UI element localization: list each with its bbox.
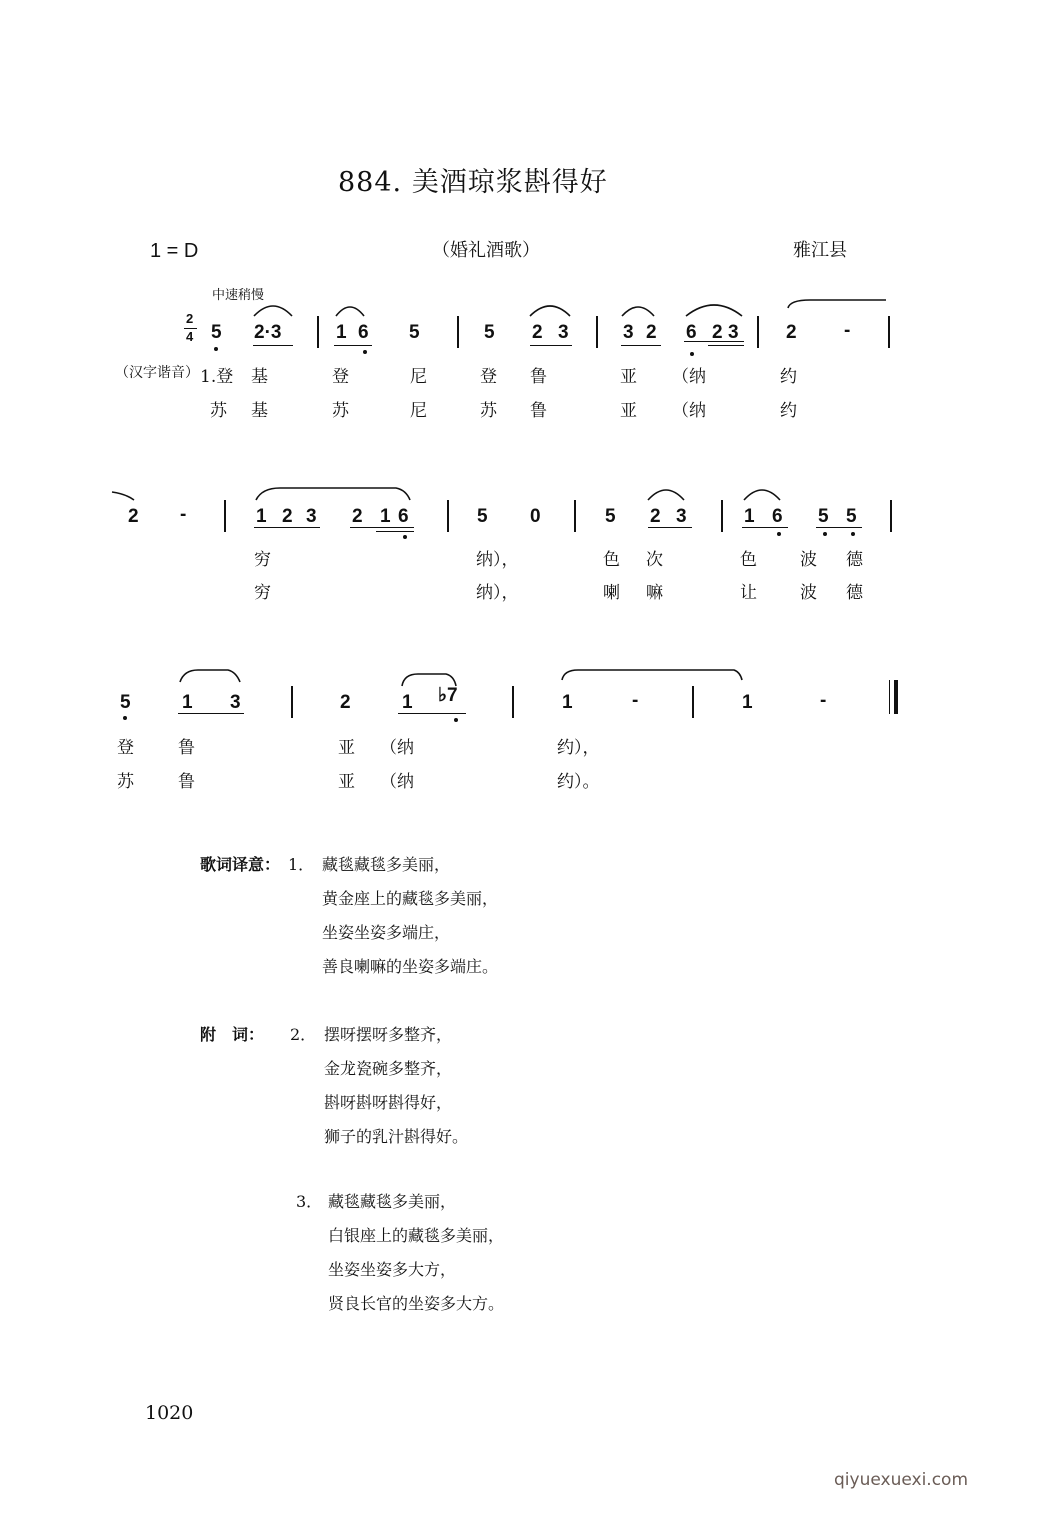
key-signature: 1 = D <box>150 240 199 262</box>
lyric: 登 <box>117 738 134 758</box>
lyric: 波 <box>800 550 817 570</box>
low-octave-dot <box>214 347 218 351</box>
tie-end <box>112 492 134 500</box>
lyric: 鲁 <box>530 367 547 387</box>
barline <box>512 686 514 718</box>
lyric: 亚 <box>620 367 637 387</box>
note: 5 <box>484 322 495 343</box>
lyric: 色 <box>603 550 620 570</box>
underline-beam <box>742 527 788 528</box>
note: 1 <box>380 506 391 527</box>
barline <box>457 316 459 348</box>
song-title: 884. 美酒琼浆斟得好 <box>338 167 608 198</box>
lyric: 喇 <box>603 583 620 603</box>
underline-beam-double <box>708 345 744 346</box>
lyric: 约）。 <box>557 772 600 792</box>
lyric: 鲁 <box>178 738 195 758</box>
note: 6 <box>772 506 783 527</box>
note: 0 <box>530 506 541 527</box>
lyric: 约 <box>780 401 797 421</box>
lyric: （纳 <box>672 367 706 387</box>
lyric: 1.登 <box>200 367 234 387</box>
lyric: 鲁 <box>178 772 195 792</box>
verse-line: 藏毯藏毯多美丽， <box>322 855 451 874</box>
lyric: 尼 <box>410 367 427 387</box>
note: 1 <box>742 692 753 713</box>
verse-line: 善良喇嘛的坐姿多端庄。 <box>322 957 499 976</box>
slur <box>622 307 654 316</box>
lyric: （纳 <box>672 401 706 421</box>
slur <box>530 306 570 316</box>
slur <box>744 490 780 500</box>
tie-start <box>788 300 886 308</box>
time-signature-bottom: 4 <box>186 329 194 344</box>
note: 1 <box>562 692 573 713</box>
verse-line: 摆呀摆呀多整齐， <box>324 1025 453 1044</box>
lyric: 次 <box>646 550 663 570</box>
note: 2 <box>282 506 293 527</box>
low-octave-dot <box>777 532 781 536</box>
verse-line: 狮子的乳汁斟得好。 <box>324 1127 469 1146</box>
verse-line: 黄金座上的藏毯多美丽， <box>322 889 499 908</box>
lyric: 德 <box>846 583 863 603</box>
lyric: 波 <box>800 583 817 603</box>
dash-sustain: - <box>844 320 851 341</box>
time-signature-top: 2 <box>186 311 194 326</box>
lyric: 色 <box>740 550 757 570</box>
barline <box>574 500 576 532</box>
note: 2·3 <box>254 322 282 343</box>
underline-beam <box>334 345 372 346</box>
lyric-label: （汉字谐音） <box>115 365 199 381</box>
song-region: 雅江县 <box>793 240 847 261</box>
note: 5 <box>818 506 829 527</box>
lyric: 苏 <box>332 401 349 421</box>
note: 3 <box>558 322 569 343</box>
note: 2 <box>646 322 657 343</box>
watermark: qiyuexuexi.com <box>834 1470 968 1490</box>
underline-beam <box>816 527 862 528</box>
lyric: 亚 <box>620 401 637 421</box>
barline <box>757 316 759 348</box>
lyric: 纳）， <box>476 583 519 603</box>
note: 2 <box>128 506 139 527</box>
slur <box>180 670 240 682</box>
note: 5 <box>409 322 420 343</box>
verse-number: 1． <box>288 855 315 874</box>
note: 5 <box>846 506 857 527</box>
note: 6 <box>358 322 369 343</box>
page-number: 1020 <box>145 1402 194 1424</box>
verse-line: 金龙瓷碗多整齐， <box>324 1059 453 1078</box>
low-octave-dot <box>690 352 694 356</box>
note: 3 <box>728 322 739 343</box>
low-octave-dot <box>403 535 407 539</box>
low-octave-dot <box>823 532 827 536</box>
lyric: 亚 <box>338 772 355 792</box>
lyric: 约 <box>780 367 797 387</box>
verse-line: 坐姿坐姿多大方， <box>328 1260 457 1279</box>
lyric: 基 <box>251 401 268 421</box>
barline <box>447 500 449 532</box>
final-barline-thick <box>894 680 898 714</box>
lyric: 让 <box>740 583 757 603</box>
note: 3 <box>306 506 317 527</box>
barline <box>224 500 226 532</box>
underline-beam <box>530 345 572 346</box>
note: 2 <box>786 322 797 343</box>
barline <box>888 316 890 348</box>
note: 3 <box>676 506 687 527</box>
lyric: 约）， <box>557 738 600 758</box>
lyric: 基 <box>251 367 268 387</box>
underline-beam <box>254 527 320 528</box>
note: 6 <box>398 506 409 527</box>
barline <box>596 316 598 348</box>
underline-beam <box>178 713 244 714</box>
lyric: 嘛 <box>646 583 663 603</box>
low-octave-dot <box>454 718 458 722</box>
slur <box>686 305 742 316</box>
barline <box>692 686 694 718</box>
low-octave-dot <box>123 716 127 720</box>
note: 3 <box>623 322 634 343</box>
note: 2 <box>532 322 543 343</box>
barline <box>721 500 723 532</box>
note: 5 <box>211 322 222 343</box>
underline-beam <box>648 527 692 528</box>
slur <box>648 490 684 500</box>
note-flat-seven: ♭7 <box>438 685 458 706</box>
note: 2 <box>340 692 351 713</box>
underline-beam <box>350 527 414 528</box>
note: 2 <box>712 322 723 343</box>
tempo-marking: 中速稍慢 <box>212 288 265 303</box>
note: 3 <box>230 692 241 713</box>
note: 1 <box>256 506 267 527</box>
verse-line: 藏毯藏毯多美丽， <box>328 1192 457 1211</box>
lyric: 纳）， <box>476 550 519 570</box>
underline-beam-double <box>376 531 414 532</box>
lyric: （纳 <box>380 738 414 758</box>
lyric: 登 <box>332 367 349 387</box>
lyric: 尼 <box>410 401 427 421</box>
underline-beam <box>398 713 466 714</box>
lyric: 苏 <box>117 772 134 792</box>
note: 1 <box>182 692 193 713</box>
song-subtitle: （婚礼酒歌） <box>432 240 540 261</box>
underline-beam <box>684 341 744 342</box>
barline <box>317 316 319 348</box>
translation-label: 歌词译意： <box>200 855 281 874</box>
note: 1 <box>744 506 755 527</box>
note: 5 <box>477 506 488 527</box>
lyric: 穷 <box>254 583 271 603</box>
lyric: 穷 <box>254 550 271 570</box>
note: 2 <box>650 506 661 527</box>
verse-number: 2． <box>290 1025 317 1044</box>
slur <box>336 307 364 316</box>
slur <box>256 488 410 500</box>
lyric: 苏 <box>210 401 227 421</box>
verse-line: 斟呀斟呀斟得好， <box>324 1093 453 1112</box>
dash-sustain: - <box>820 690 827 711</box>
underline-beam <box>621 345 661 346</box>
note: 1 <box>402 692 413 713</box>
verse-line: 白银座上的藏毯多美丽， <box>328 1226 505 1245</box>
barline <box>890 500 892 532</box>
lyric: 德 <box>846 550 863 570</box>
note: 5 <box>605 506 616 527</box>
lyric: 鲁 <box>530 401 547 421</box>
underline-beam <box>253 345 293 346</box>
barline <box>291 686 293 718</box>
dash-sustain: - <box>180 504 187 525</box>
verse-line: 坐姿坐姿多端庄， <box>322 923 451 942</box>
dash-sustain: - <box>632 690 639 711</box>
low-octave-dot <box>363 350 367 354</box>
lyric: （纳 <box>380 772 414 792</box>
low-octave-dot <box>851 532 855 536</box>
verse-line: 贤良长官的坐姿多大方。 <box>328 1294 505 1313</box>
tie <box>562 670 742 680</box>
final-barline-thin <box>889 680 890 714</box>
lyric: 登 <box>480 367 497 387</box>
note: 5 <box>120 692 131 713</box>
slur <box>254 306 292 316</box>
note: 1 <box>336 322 347 343</box>
lyric: 亚 <box>338 738 355 758</box>
note: 2 <box>352 506 363 527</box>
verse-number: 3． <box>296 1192 323 1211</box>
note: 6 <box>686 322 697 343</box>
lyric: 苏 <box>480 401 497 421</box>
appendix-label: 附 词： <box>200 1025 265 1044</box>
